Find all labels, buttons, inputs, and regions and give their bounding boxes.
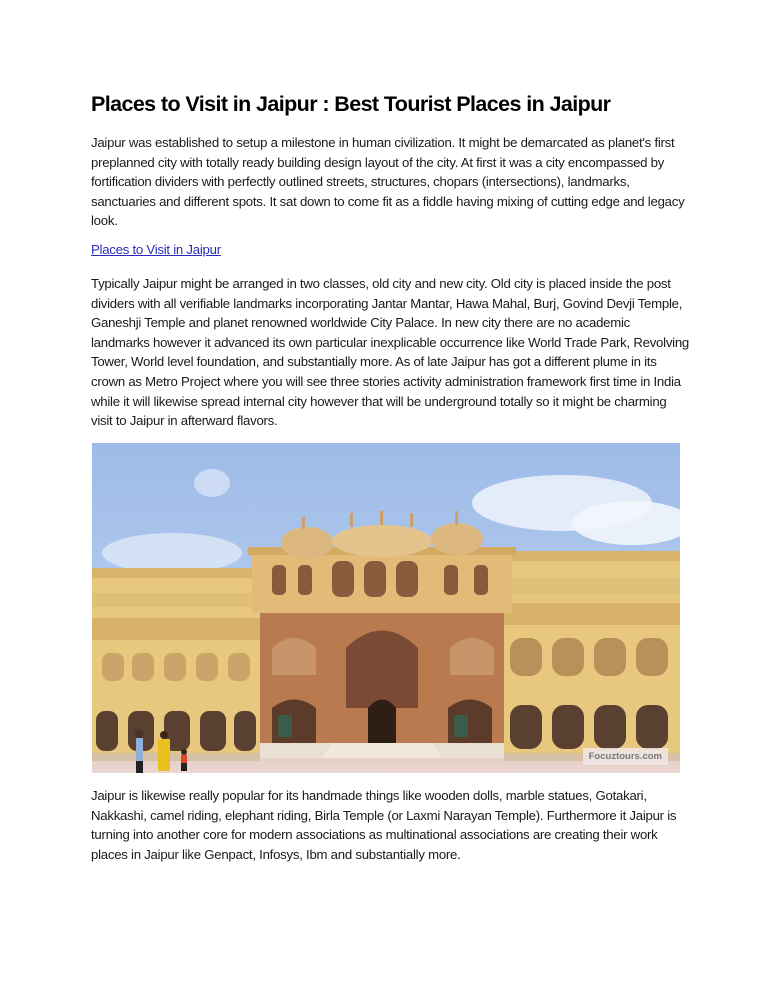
places-to-visit-link[interactable]: Places to Visit in Jaipur [91, 242, 221, 257]
palace-illustration [92, 443, 680, 773]
image-watermark: Focuztours.com [583, 748, 668, 765]
amber-fort-photo [92, 443, 680, 773]
city-description-paragraph: Typically Jaipur might be arranged in two classes, old city and new city. Old city is placed inside the post dividers with all verifiable landmarks incorporating Jantar Mantar, Hawa Mahal, Burj, Govind Devji Temple, Ganeshji Temple and planet renowned worldwide City Palace. In new city there are no academic landmarks however it advanced its own particular inexplicable occurrence like World Trade Park, Revolving Tower, World level foundation, and substantially more. As of late Jaipur has got a different plume in its crown as Metro Project where you will see three stories activity administration framework first time in India while it will likewise spread internal city however that will be underground totally so it might be charming visit to Jaipur in afterward flavors. [91, 276, 690, 429]
handicrafts-paragraph: Jaipur is likewise really popular for its handmade things like wooden dolls, marble statues, Gotakari, Nakkashi, camel riding, elephant riding, Birla Temple (or Laxmi Narayan Temple). Furthermore it Jaipur is turning into another core for modern associations as multinational associations are creating their work places in Jaipur like Genpact, Infosys, Ibm and substantially more. [91, 788, 677, 862]
page-title: Places to Visit in Jaipur : Best Tourist Places in Jaipur [91, 92, 611, 116]
intro-paragraph: Jaipur was established to setup a milestone in human civilization. It might be demarcated as planet's first preplanned city with totally ready building design layout of the city. At first it was a city encompassed by fortification dividers with perfectly outlined streets, structures, chopars (intersections), landmarks, sanctuaries and different spots. It sat down to come fit as a fiddle having mixing of cutting edge and legacy look. [91, 135, 685, 229]
